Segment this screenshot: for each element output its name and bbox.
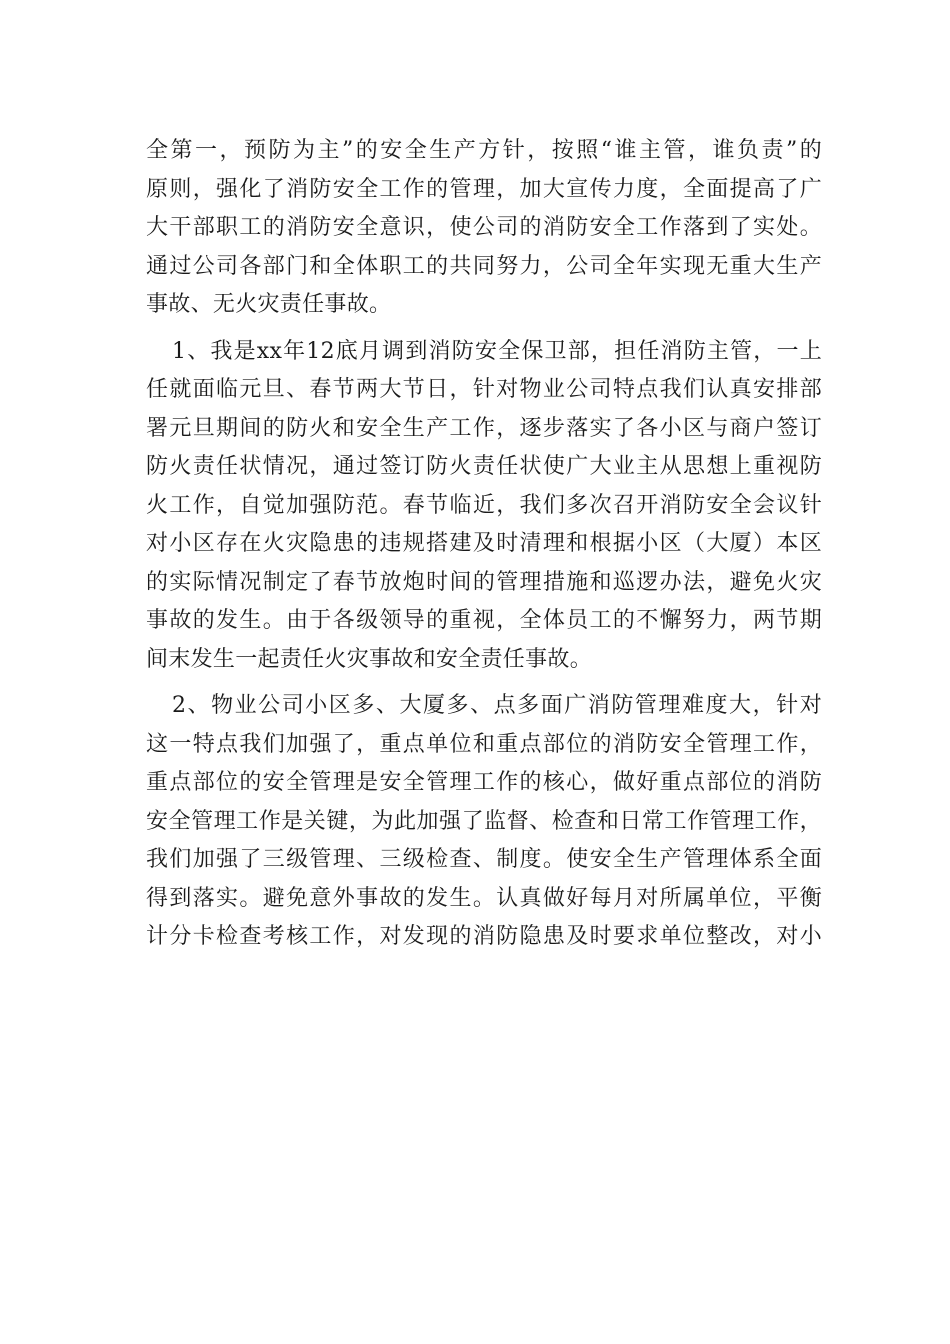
text-line: 重点部位的安全管理是安全管理工作的核心，做好重点部位的消防 bbox=[146, 770, 822, 795]
text-line: 大干部职工的消防安全意识，使公司的消防安全工作落到了实处。 bbox=[146, 215, 822, 240]
text-line: 通过公司各部门和全体职工的共同努力，公司全年实现无重大生产 bbox=[146, 253, 822, 279]
text-line: 1、我是xx年12底月调到消防安全保卫部，担任消防主管，一上 bbox=[172, 338, 822, 364]
document-body bbox=[146, 132, 822, 965]
text-line: 火工作，自觉加强防范。春节临近，我们多次召开消防安全会议针 bbox=[146, 492, 822, 518]
text-line: 防火责任状情况，通过签订防火责任状使广大业主从思想上重视防 bbox=[146, 454, 822, 479]
text-line: 任就面临元旦、春节两大节日，针对物业公司特点我们认真安排部 bbox=[146, 377, 822, 402]
text-line: 间末发生一起责任火灾事故和安全责任事故。 bbox=[146, 646, 593, 672]
text-line: 原则，强化了消防安全工作的管理，加大宣传力度，全面提高了广 bbox=[146, 176, 822, 202]
paragraph-1 bbox=[146, 132, 822, 325]
text-line: 事故的发生。由于各级领导的重视，全体员工的不懈努力，两节期 bbox=[146, 608, 822, 633]
text-line: 这一特点我们加强了，重点单位和重点部位的消防安全管理工作， bbox=[146, 731, 822, 757]
text-line: 我们加强了三级管理、三级检查、制度。使安全生产管理体系全面 bbox=[146, 847, 822, 872]
text-line: 的实际情况制定了春节放炮时间的管理措施和巡逻办法，避免火灾 bbox=[146, 569, 822, 595]
text-line: 得到落实。避免意外事故的发生。认真做好每月对所属单位，平衡 bbox=[146, 885, 822, 911]
paragraph-2 bbox=[146, 333, 822, 680]
text-line: 事故、无火灾责任事故。 bbox=[146, 292, 392, 317]
text-line: 安全管理工作是关键，为此加强了监督、检查和日常工作管理工作， bbox=[146, 808, 822, 834]
text-line: 对小区存在火灾隐患的违规搭建及时清理和根据小区（大厦）本区 bbox=[146, 531, 822, 556]
text-line: 署元旦期间的防火和安全生产工作，逐步落实了各小区与商户签订 bbox=[146, 415, 822, 441]
text-line: 2、物业公司小区多、大厦多、点多面广消防管理难度大，针对 bbox=[172, 693, 822, 718]
text-line: 计分卡检查考核工作，对发现的消防隐患及时要求单位整改，对小 bbox=[146, 924, 822, 949]
text-line: 全第一，预防为主”的安全生产方针，按照“谁主管，谁负责”的 bbox=[146, 138, 822, 163]
paragraph-3 bbox=[146, 687, 822, 957]
